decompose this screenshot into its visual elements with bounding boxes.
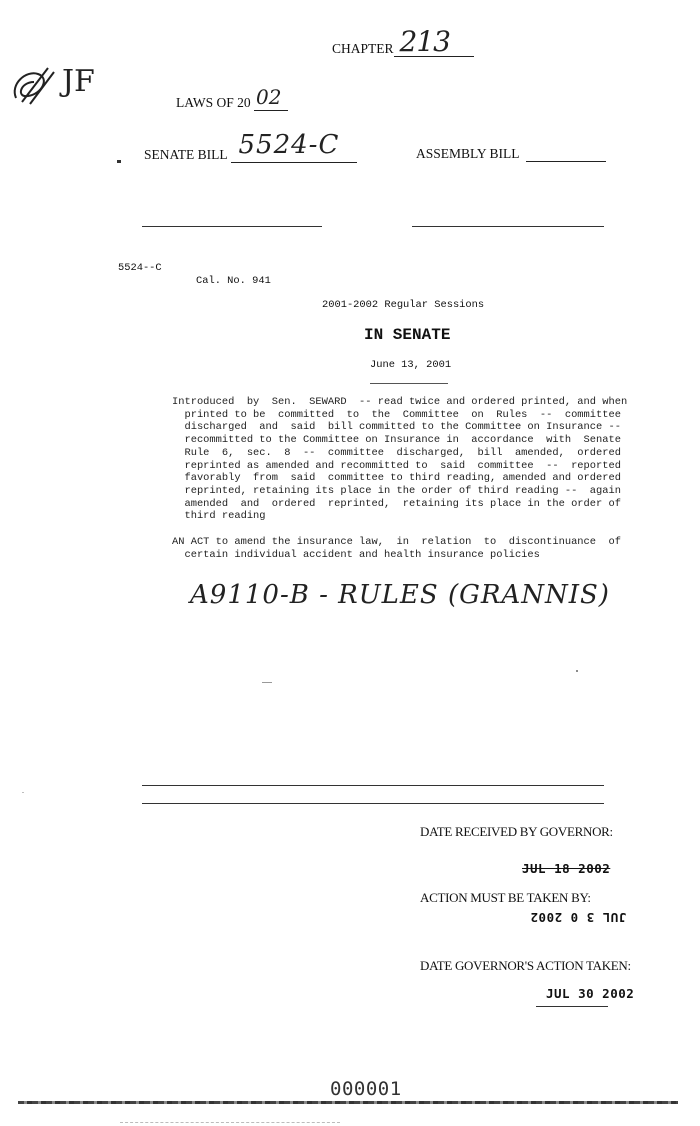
initials	[0, 60, 130, 110]
intro-line: discharged and said bill committed to the Committee on Insurance --	[172, 421, 621, 434]
action-taken-stamp: JUL 30 2002	[546, 986, 635, 1001]
action-deadline-label: ACTION MUST BE TAKEN BY:	[420, 890, 591, 905]
introduction-block	[172, 396, 627, 523]
date-received-stamp: JUL 18 2002	[522, 861, 611, 876]
action-taken-label: DATE GOVERNOR'S ACTION TAKEN:	[420, 958, 631, 973]
signature-line-right	[412, 226, 604, 227]
senate-bill-number: 5524-C	[238, 130, 340, 160]
date-received-label: DATE RECEIVED BY GOVERNOR:	[420, 824, 613, 839]
act-line: AN ACT to amend the insurance law, in relation to discontinuance of	[172, 536, 621, 548]
intro-line: Rule 6, sec. 8 -- committee discharged, bill amended, ordered	[172, 446, 621, 459]
chapter-blank	[394, 25, 474, 58]
assembly-bill-line	[416, 146, 606, 162]
scribble-mark-icon	[4, 62, 62, 108]
senate-bill-blank	[231, 130, 357, 163]
intro-line: reprinted, retaining its place in the order of third reading -- again	[172, 484, 621, 497]
act-title-block	[172, 536, 621, 561]
laws-label: LAWS OF 20	[176, 95, 251, 110]
chapter-label: CHAPTER	[332, 41, 394, 56]
chapter-line	[332, 25, 474, 58]
intro-line: printed to be committed to the Committee on Rules -- committee	[172, 408, 621, 421]
scan-edge-line	[18, 1101, 678, 1104]
laws-year: 02	[256, 85, 282, 109]
initials-text: JF	[62, 64, 95, 99]
house-heading: IN SENATE	[364, 326, 451, 344]
intro-line: reprinted as amended and recommitted to said committee -- reported	[172, 459, 621, 472]
divider-top	[142, 785, 604, 786]
action-taken-underline	[536, 1006, 608, 1007]
intro-line: Introduced by Sen. SEWARD -- read twice and ordered printed, and when	[172, 396, 628, 408]
print-number: 5524--C	[118, 262, 162, 274]
margin-tick	[117, 160, 121, 163]
action-deadline-stamp: JUL 3 0 2002	[530, 910, 627, 925]
date-underline	[370, 383, 448, 384]
intro-line: amended and ordered reprinted, retaining its place in the order of	[172, 497, 621, 510]
scan-speck	[576, 670, 578, 672]
bill-date: June 13, 2001	[370, 359, 452, 371]
signature-line-left	[142, 226, 322, 227]
divider-bottom	[142, 803, 604, 804]
laws-line	[176, 85, 288, 111]
session: 2001-2002 Regular Sessions	[322, 299, 485, 311]
scan-edge-bottom	[120, 1122, 340, 1123]
senate-bill-line	[144, 130, 357, 163]
page-number: 000001	[330, 1078, 402, 1100]
assembly-bill-label: ASSEMBLY BILL	[416, 146, 520, 161]
laws-year-blank	[254, 85, 288, 111]
intro-line: third reading	[172, 510, 266, 523]
chapter-number: 213	[399, 25, 450, 58]
act-line: certain individual accident and health insurance policies	[172, 548, 540, 561]
calendar-number: Cal. No. 941	[196, 275, 271, 287]
senate-bill-label: SENATE BILL	[144, 147, 228, 162]
handwritten-note: A9110-B - RULES (GRANNIS)	[190, 580, 610, 610]
scan-speck	[22, 792, 24, 793]
assembly-bill-blank	[526, 147, 606, 162]
intro-line: favorably from said committee to third reading, amended and ordered	[172, 472, 621, 485]
scan-speck	[262, 682, 272, 683]
intro-line: recommitted to the Committee on Insurance in accordance with Senate	[172, 434, 621, 447]
